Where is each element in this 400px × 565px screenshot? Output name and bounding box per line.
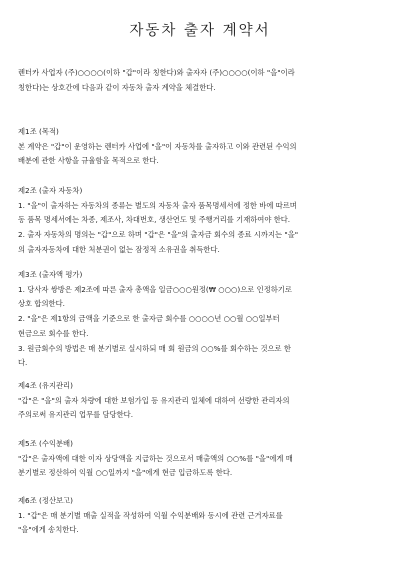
article-line: 의 출자자동차에 대한 처분권이 없는 잠정적 소유권을 취득한다.	[18, 244, 220, 254]
article-line: 2. "을"은 제1항의 금액을 기준으로 한 출자금 회수를 ○○○○년 ○○월 ○○일부터	[18, 314, 280, 324]
article-2	[18, 184, 376, 258]
article-line: 현금으로 회수를 한다.	[18, 328, 89, 338]
intro-line: 칭한다)는 상호간에 다음과 같이 자동차 출자 계약을 체결한다.	[18, 82, 216, 92]
article-5	[18, 437, 376, 481]
article-heading: 제4조 (유지관리)	[18, 381, 73, 390]
article-line: "갑"은 "을"의 출자 차량에 대한 보험가입 등 유지관리 일체에 대하여 선량한 관리자의	[18, 395, 290, 405]
article-line: 3. 원금회수의 방법은 매 분기별로 실시하되 매 회 원금의 ○○%를 회수하는 것으로 한	[18, 343, 291, 353]
article-line: 주의로써 유지관리 업무를 담당한다.	[18, 410, 134, 420]
document-title: 자동차 출자 계약서	[129, 23, 271, 39]
article-line: 본 계약은 "갑"이 운영하는 렌터카 사업에 "을"이 자동차를 출자하고 이와 관련된 수익의	[18, 141, 297, 151]
article-heading: 제2조 (출자 자동차)	[18, 186, 83, 195]
article-line: 1. "을"이 출자하는 자동차의 종류는 별도의 자동차 출자 품목명세서에 정한 바에 따르며	[18, 200, 297, 210]
article-heading: 제3조 (출자액 평가)	[18, 270, 83, 279]
article-line: "을"에게 송치한다.	[18, 525, 79, 535]
article-line: 분기별로 정산하여 익월 ○○일까지 "을"에게 현금 입금하도록 한다.	[18, 468, 233, 478]
intro-paragraph	[18, 66, 376, 95]
article-line: 동 품목 명세서에는 차종, 제조사, 차대번호, 생산연도 및 주행거리를 기재하여야 한다.	[18, 215, 291, 225]
article-heading: 제5조 (수익분배)	[18, 439, 73, 448]
article-line: 배분에 관한 사항을 규율함을 목적으로 한다.	[18, 156, 159, 166]
article-line: 다.	[18, 358, 28, 368]
article-line: 1. "갑"은 매 분기별 매출 실적을 작성하여 익월 수익분배와 동시에 관련 근거자료를	[18, 510, 283, 520]
article-line: 상호 합의한다.	[18, 299, 65, 309]
article-heading: 제1조 (목적)	[18, 127, 59, 136]
intro-line: 렌터카 사업자 (주)○○○○(이하 "갑"이라 칭한다)와 출자자 (주)○○○○(이하 "을"이라	[18, 68, 295, 77]
article-4	[18, 379, 376, 423]
article-6	[18, 494, 376, 538]
article-1	[18, 125, 376, 169]
article-line: 2. 출자 자동차의 명의는 "갑"으로 하며 "갑"은 "을"의 출자금 회수의 종료 시까지는 "을"	[18, 230, 299, 240]
article-heading: 제6조 (정산보고)	[18, 496, 73, 505]
article-line: 1. 당사자 쌍방은 제2조에 따른 출자 총액을 일금○○○원정(₩ ○○○)으로 인정하기로	[18, 284, 292, 294]
article-line: "갑"은 출자액에 대한 이자 상당액을 지급하는 것으로서 매출액의 ○○%를 "을"에게 매	[18, 453, 293, 463]
article-3	[18, 268, 376, 371]
